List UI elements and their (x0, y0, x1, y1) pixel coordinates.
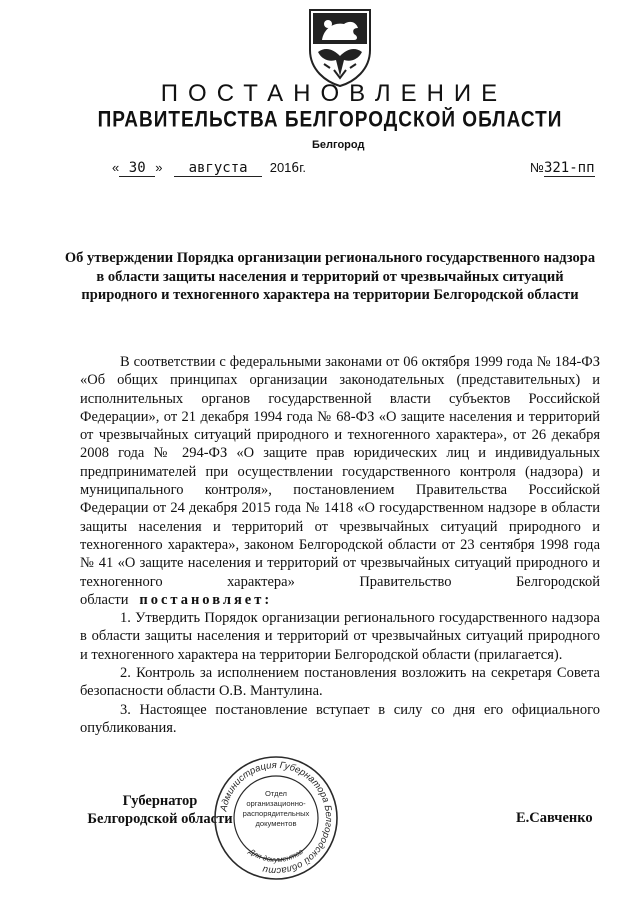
document-number: №321-пп (530, 160, 595, 176)
resolution-item-1: 1. Утвердить Порядок организации регионального государственного надзора в области защиты населения и территорий от чрезвычайных ситуаций природного и техногенного характера на территории Белгородской области (прилагается). (80, 610, 600, 663)
document-body (80, 353, 600, 737)
stamp-inner-text (243, 789, 310, 828)
resolves-keyword: постановляет: (139, 591, 273, 608)
svg-text:документов: документов (255, 819, 297, 828)
stamp-ring-text: Администрация Губернатора Белгородской области (218, 759, 335, 877)
svg-text:распорядительных: распорядительных (242, 809, 310, 818)
date-month: августа (174, 160, 262, 177)
date-year: 2016г. (269, 160, 307, 176)
stamp-bottom-text: Для документов (247, 846, 305, 865)
official-stamp (212, 754, 340, 882)
preamble-paragraph: В соответствии с федеральными законами от 06 октября 1999 года № 184-ФЗ «Об общих принципах организации законодательных (представительных) и исполнительных органов государственной власти субъектов Российской Федерации», от 21 декабря 1994 года № 68-ФЗ «О защите населения и территорий от чрезвычайных ситуаций природного и техногенного характера», от 26 декабря 2008 года № 294-ФЗ «О защите прав юридических лиц и индивидуальных предпринимателей при осуществлении государственного контроля (надзора) и муниципального контроля», постановлением Правительства Российской Федерации от 24 декабря 2015 года № 1418 «О государственном надзоре в области защиты населения и территорий от чрезвычайных ситуаций природного и техногенного характера», законом Белгородской области от 23 сентября 1998 года № 41 «О защите населения и территорий от чрезвычайных ситуаций природного и техногенного характера» Правительство Белгородской области постановляет: (80, 354, 600, 608)
document-type-heading: ПОСТАНОВЛЕНИЕ (160, 80, 508, 107)
signatory-position: Губернатор Белгородской области (87, 793, 233, 827)
city-label: Белгород (312, 139, 365, 151)
date-day: 30 (119, 160, 155, 177)
belgorod-coat-of-arms-icon (304, 6, 376, 88)
resolution-item-3: 3. Настоящее постановление вступает в силу со дня его официального опубликования. (80, 701, 600, 736)
document-date: « 30 » августа 2016г. (112, 160, 307, 176)
document-number-value: 321-пп (543, 160, 595, 176)
svg-text:организационно-: организационно- (246, 799, 306, 808)
signatory-name: Е.Савченко (516, 810, 593, 826)
resolution-item-2: 2. Контроль за исполнением постановления возложить на секретаря Совета безопасности области О.В. Мантулина. (80, 665, 600, 700)
document-title: Об утверждении Порядка организации регионального государственного надзора в области защиты населения и территорий от чрезвычайных ситуаций природного и техногенного характера на территории Белгородской области (64, 250, 596, 303)
issuing-authority-heading: ПРАВИТЕЛЬСТВА БЕЛГОРОДСКОЙ ОБЛАСТИ (97, 108, 563, 133)
svg-text:Отдел: Отдел (265, 789, 287, 798)
